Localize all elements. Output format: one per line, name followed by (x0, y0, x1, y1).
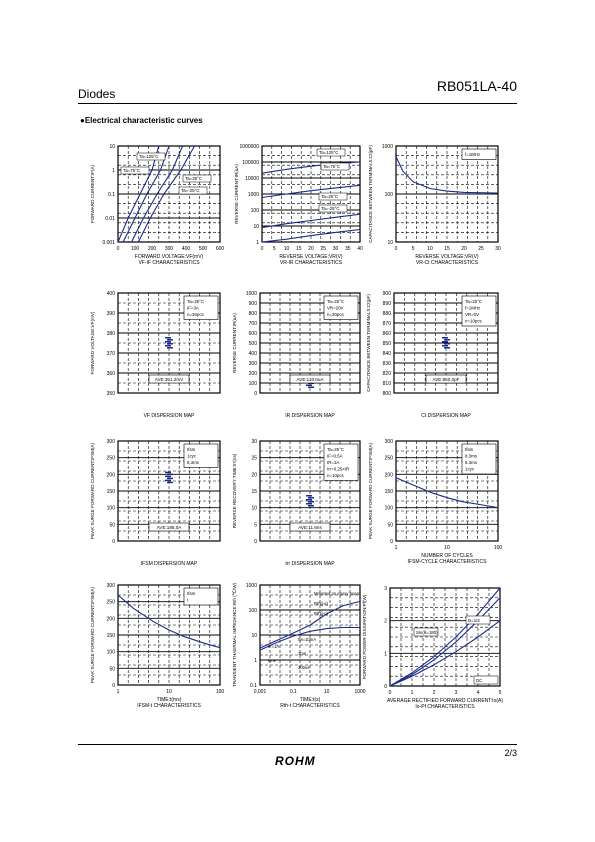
x-tick-label: 10 (427, 246, 433, 252)
annotation-label: n=10pcs (465, 318, 482, 324)
y-axis-label: FORWARD POWER DISSIPATION:Pf(W) (362, 594, 367, 680)
y-tick-label: 10 (253, 224, 259, 230)
x-axis-label: TIME:t(s) (299, 697, 321, 703)
y-tick-label: 1000000 (239, 144, 259, 150)
y-tick-label: 700 (248, 321, 257, 327)
io-pf-chart (362, 580, 508, 720)
y-tick-label: 250 (384, 455, 393, 462)
y-tick-label: 10000 (245, 176, 259, 182)
y-tick-label: 380 (106, 331, 115, 337)
data-point (167, 474, 173, 476)
annotation-label: Ta=-25°C (321, 206, 340, 211)
y-tick-label: 1000 (381, 144, 393, 150)
y-tick-label: 200 (106, 472, 115, 479)
y-tick-label: 1000 (245, 583, 257, 589)
annotation-label: Ta=25°C (327, 447, 345, 452)
x-axis-label: FORWARD VOLTAGE:VF(mV) (134, 254, 204, 260)
y-tick-label: 0 (390, 539, 393, 545)
chart-caption: VR-Ct CHARACTERISTICS (415, 260, 479, 266)
annotation-label: 1cyc (465, 466, 475, 472)
y-tick-label: 1 (254, 658, 257, 664)
x-tick-label: 10 (283, 246, 290, 252)
data-point (306, 495, 312, 497)
data-point (442, 337, 448, 339)
data-point (167, 478, 173, 480)
y-tick-label: 2 (384, 618, 387, 625)
y-axis-label: REVERSE CURRENT:IR(uA) (232, 313, 237, 373)
y-tick-label: 200 (106, 616, 115, 623)
ifsm-cycle-chart (368, 436, 508, 568)
chart-caption: trr DISPERSION MAP (285, 561, 335, 567)
data-point (308, 505, 314, 507)
x-tick-label: 30 (495, 246, 501, 252)
y-tick-label: 1 (256, 240, 259, 246)
y-axis-label: PEAK SURGE FORWARD CURRENT:IFSM(A) (368, 442, 373, 540)
chart-caption: VR-IR CHARACTERISTICS (279, 260, 343, 266)
vf-if-chart (80, 140, 240, 275)
vf-dispersion-chart (80, 288, 240, 418)
annotation-label: Ta=25°C (187, 299, 205, 304)
y-tick-label: 100 (248, 381, 257, 387)
data-point (167, 347, 173, 349)
x-tick-label: 400 (181, 246, 191, 252)
x-tick-label: 15 (444, 246, 450, 252)
y-tick-label: 850 (382, 341, 391, 347)
data-point (165, 472, 171, 474)
y-tick-label: 150 (106, 489, 115, 495)
y-tick-label: 390 (106, 311, 115, 317)
x-axis-label: REVERSE VOLTAGE:VR(V) (415, 254, 479, 260)
y-tick-label: 10 (387, 240, 393, 246)
y-tick-label: 200 (384, 472, 393, 479)
x-tick-label: 0.001 (253, 689, 267, 695)
annotation-label: Ta=-25°C (181, 188, 200, 193)
footer-rule (78, 744, 517, 745)
x-tick-label: 2 (432, 690, 436, 696)
annotation-label: Rth(j-c) (314, 611, 328, 616)
annotation-label: Ta=75°C (123, 168, 141, 173)
y-axis-label: REVERSE RECOVERY TIME:trr(ns) (232, 453, 237, 529)
y-axis-label: CAPACITANCE BETWEEN TERMINALS:Ct(pF) (368, 145, 373, 243)
average-label: AVE:188.0A (156, 525, 182, 530)
chart-caption: Io-Pf CHARACTERISTICS (415, 704, 475, 710)
y-tick-label: 0.1 (108, 192, 115, 198)
y-tick-label: 800 (382, 391, 391, 397)
x-tick-label: 15 (295, 246, 302, 252)
annotation-label: n=30pcs (327, 312, 344, 317)
y-tick-label: 0.1 (250, 683, 257, 689)
y-tick-label: 900 (248, 301, 257, 307)
annotation-label: 1ms (298, 651, 306, 656)
y-tick-label: 300 (384, 439, 393, 445)
x-tick-label: 600 (215, 246, 225, 252)
data-point (165, 345, 171, 347)
data-point (167, 339, 173, 341)
ct-dispersion-chart (368, 288, 508, 418)
y-axis-label: REVERSE CURRENT:IR(uA) (234, 164, 239, 224)
annotation-label: 8.3ms (187, 460, 199, 465)
annotation-label: Ifsm (465, 447, 474, 452)
part-number: RB051LA-40 (436, 78, 517, 94)
annotation-label: 300us (298, 665, 310, 670)
data-point (167, 343, 173, 345)
y-tick-label: 880 (382, 311, 391, 317)
annotation-label: Ta=25°C (185, 176, 203, 181)
y-tick-label: 350 (106, 391, 115, 397)
chart-caption: Rth-t CHARACTERISTICS (280, 703, 340, 709)
annotation-label: Ifsm (187, 447, 196, 452)
annotation-label: Ta=125°C (319, 150, 339, 155)
x-tick-label: 5 (272, 246, 276, 252)
ifsm-dispersion-chart (80, 436, 240, 568)
annotation-label: IF=1A (268, 644, 280, 649)
y-tick-label: 1000 (247, 192, 259, 198)
y-tick-label: 10 (251, 505, 257, 512)
y-tick-label: 100 (106, 649, 115, 656)
annotation-label: 1cyc (187, 453, 197, 459)
section-title: ●Electrical characteristic curves (80, 116, 203, 125)
y-tick-label: 100 (384, 192, 393, 198)
annotation-label: Ta=25°C (465, 299, 483, 304)
chart-caption: IFSM-t CHARACTERISTICS (137, 703, 201, 709)
y-tick-label: 1 (112, 168, 115, 174)
y-axis-label: TRANSIENT THAERMAL IMPEDANCE:Rth (℃/W) (232, 582, 237, 688)
data-point (165, 476, 171, 478)
average-label: AVE:361.2mV (154, 377, 184, 382)
annotation-label: DC (476, 678, 483, 683)
annotation-label: 8.3ms (465, 453, 477, 459)
data-point (167, 482, 173, 484)
y-tick-label: 0 (112, 683, 115, 689)
chart-caption: VF DISPERSION MAP (143, 413, 195, 419)
y-tick-label: 20 (251, 472, 257, 479)
data-point (308, 497, 314, 499)
annotation-label: Sin(θ=180) (416, 630, 438, 635)
x-tick-label: 10 (444, 545, 450, 551)
y-tick-label: 500 (248, 341, 257, 347)
y-tick-label: 370 (106, 351, 115, 357)
y-tick-label: 810 (382, 381, 391, 387)
annotation-label: time (268, 658, 276, 663)
x-tick-label: 20 (308, 246, 314, 252)
x-tick-label: 300 (164, 246, 174, 252)
annotation-label: VR=20V (327, 305, 344, 311)
data-point (306, 503, 312, 505)
annotation-label: IM=10mA (298, 637, 317, 642)
annotation-label: IF=3A (187, 305, 199, 311)
page-number: 2/3 (504, 748, 517, 758)
annotation-label: Ta=125°C (139, 154, 159, 159)
x-tick-label: 0 (116, 246, 120, 252)
y-tick-label: 100 (250, 208, 259, 214)
y-tick-label: 400 (106, 291, 115, 297)
x-tick-label: 35 (344, 246, 351, 252)
x-tick-label: 100 (493, 545, 503, 551)
data-point (444, 347, 450, 349)
annotation-label: t (187, 597, 189, 603)
annotation-label: Ta=25°C (327, 299, 345, 304)
x-tick-label: 4 (476, 690, 480, 696)
y-tick-label: 0.01 (105, 216, 115, 222)
data-point (165, 337, 171, 339)
y-tick-label: 360 (106, 371, 115, 377)
x-tick-label: 1000 (354, 689, 366, 695)
data-point (444, 339, 450, 341)
ifsm-t-chart (80, 580, 240, 720)
annotation-label: f=1MHz (465, 305, 481, 311)
y-tick-label: 25 (251, 455, 257, 462)
y-tick-label: 15 (251, 489, 257, 495)
data-point (442, 341, 448, 343)
chart-caption: VF-IF CHARACTERISTICS (138, 260, 200, 266)
x-axis-label: NUMBER OF CYCLES (421, 553, 473, 559)
data-point (306, 385, 312, 387)
annotation-label: Ta=25°C (321, 194, 339, 199)
annotation-label: n=10pcs (327, 473, 344, 478)
y-tick-label: 840 (382, 351, 391, 357)
vr-ir-chart (232, 140, 370, 275)
y-tick-label: 1 (384, 651, 387, 658)
chart-caption: IFSM DISPERSION MAP (140, 561, 198, 567)
x-tick-label: 25 (320, 246, 327, 252)
x-tick-label: 0.1 (289, 689, 297, 695)
y-tick-label: 300 (248, 361, 257, 367)
annotation-label: Rth(j-a) (314, 601, 328, 606)
y-tick-label: 820 (382, 371, 391, 377)
y-tick-label: 200 (248, 371, 257, 377)
chart-caption: IR DISPERSION MAP (285, 413, 335, 419)
y-tick-label: 0 (384, 684, 387, 690)
y-tick-label: 890 (382, 301, 391, 307)
x-tick-label: 10 (323, 689, 330, 695)
vr-ct-chart (368, 140, 508, 275)
y-tick-label: 0 (254, 539, 257, 545)
chart-caption: IFSM-CYCLE CHARACTERISTICS (407, 559, 487, 565)
y-tick-label: 10 (109, 144, 115, 150)
annotation-label: IR=1A (327, 460, 340, 465)
y-axis-label: PEAK SURGE FORWARD CURRENT:IFSM(A) (90, 442, 95, 540)
header-rule (78, 103, 517, 104)
rth-t-chart (232, 580, 370, 720)
y-axis-label: CAPACITANCE BETWEEN TERMINALS:Ct(pF) (366, 294, 371, 392)
annotation-label: D=1/2 (468, 618, 480, 623)
x-tick-label: 5 (411, 246, 415, 252)
y-tick-label: 300 (106, 439, 115, 445)
x-axis-label: AVERAGE RECTIFIED FORWARD CURRENT:Io(A) (386, 698, 504, 704)
y-tick-label: 10 (251, 633, 257, 639)
annotation-label: IF=0.5A (327, 453, 343, 459)
data-point (165, 341, 171, 343)
x-tick-label: 100 (215, 689, 225, 695)
x-tick-label: 20 (461, 246, 467, 252)
annotation-label: n=30pcs (187, 312, 204, 317)
x-tick-label: 500 (198, 246, 208, 252)
x-tick-label: 25 (478, 246, 484, 252)
y-tick-label: 50 (387, 522, 393, 529)
y-tick-label: 100 (106, 505, 115, 512)
x-tick-label: 200 (147, 246, 157, 252)
annotation-label: Ifsm (187, 591, 196, 596)
y-tick-label: 600 (248, 331, 257, 337)
average-label: AVE:850.0pF (432, 377, 460, 382)
annotation-label: VR=0V (465, 312, 480, 317)
y-tick-label: 900 (382, 291, 391, 297)
data-point (308, 387, 314, 389)
y-tick-label: 50 (109, 522, 115, 529)
y-tick-label: 0 (254, 391, 257, 397)
x-tick-label: 0 (394, 246, 398, 252)
annotation-label: Mounted on epoxy board (314, 591, 361, 596)
trr-dispersion-chart (232, 436, 370, 568)
x-axis-label: REVERSE VOLTAGE:VR(V) (279, 254, 343, 260)
y-tick-label: 0 (112, 539, 115, 545)
y-tick-label: 30 (251, 439, 257, 445)
category-label: Diodes (78, 87, 116, 101)
annotation-label: Ta=75°C (323, 164, 341, 169)
y-axis-label: FORWARD VOLTAGE:VF(mV) (90, 311, 95, 375)
chart-caption: Ct DISPERSION MAP (421, 413, 471, 419)
x-tick-label: 100 (130, 246, 140, 252)
average-label: AVE:11.6ns (298, 525, 322, 530)
x-axis-label: TIME:t(ms) (156, 697, 182, 703)
y-tick-label: 150 (384, 489, 393, 495)
ir-dispersion-chart (232, 288, 370, 418)
x-tick-label: 1 (410, 690, 414, 696)
y-tick-label: 870 (382, 321, 391, 327)
annotation-label: 8.3ms (465, 460, 477, 465)
x-tick-label: 3 (454, 690, 458, 696)
y-tick-label: 100000 (242, 160, 259, 166)
data-point (306, 499, 312, 501)
y-tick-label: 100 (384, 505, 393, 512)
y-axis-label: FORWARD CURRENT:IF(A) (90, 164, 95, 224)
x-tick-label: 1 (394, 545, 398, 551)
y-tick-label: 1000 (245, 291, 257, 297)
y-tick-label: 3 (384, 586, 387, 592)
y-tick-label: 400 (248, 351, 257, 357)
x-tick-label: 40 (357, 246, 363, 252)
y-tick-label: 250 (106, 599, 115, 606)
data-point (308, 501, 314, 503)
data-point (444, 343, 450, 345)
y-tick-label: 250 (106, 455, 115, 462)
x-tick-label: 0 (388, 690, 392, 696)
x-tick-label: 10 (166, 689, 172, 695)
annotation-label: f=1MHz (465, 152, 481, 157)
y-tick-label: 0.001 (102, 240, 115, 246)
data-point (442, 345, 448, 347)
y-tick-label: 800 (248, 311, 257, 317)
y-tick-label: 100 (248, 608, 257, 614)
average-label: AVE:110.0uA (296, 377, 324, 382)
annotation-label: Irr=0.25×IR (327, 466, 350, 472)
x-tick-label: 30 (332, 246, 339, 252)
y-axis-label: PEAK SURGE FORWARD CURRENT:IFSM(A) (90, 586, 95, 684)
y-tick-label: 150 (106, 633, 115, 639)
y-tick-label: 860 (382, 331, 391, 337)
y-tick-label: 50 (109, 666, 115, 673)
x-tick-label: 0 (260, 246, 264, 252)
data-point (165, 480, 171, 482)
rohm-logo: ROHM (275, 754, 316, 768)
x-tick-label: 5 (498, 690, 502, 696)
y-tick-label: 300 (106, 583, 115, 589)
y-tick-label: 830 (382, 361, 391, 367)
x-tick-label: 1 (116, 689, 120, 695)
y-tick-label: 5 (254, 522, 257, 529)
